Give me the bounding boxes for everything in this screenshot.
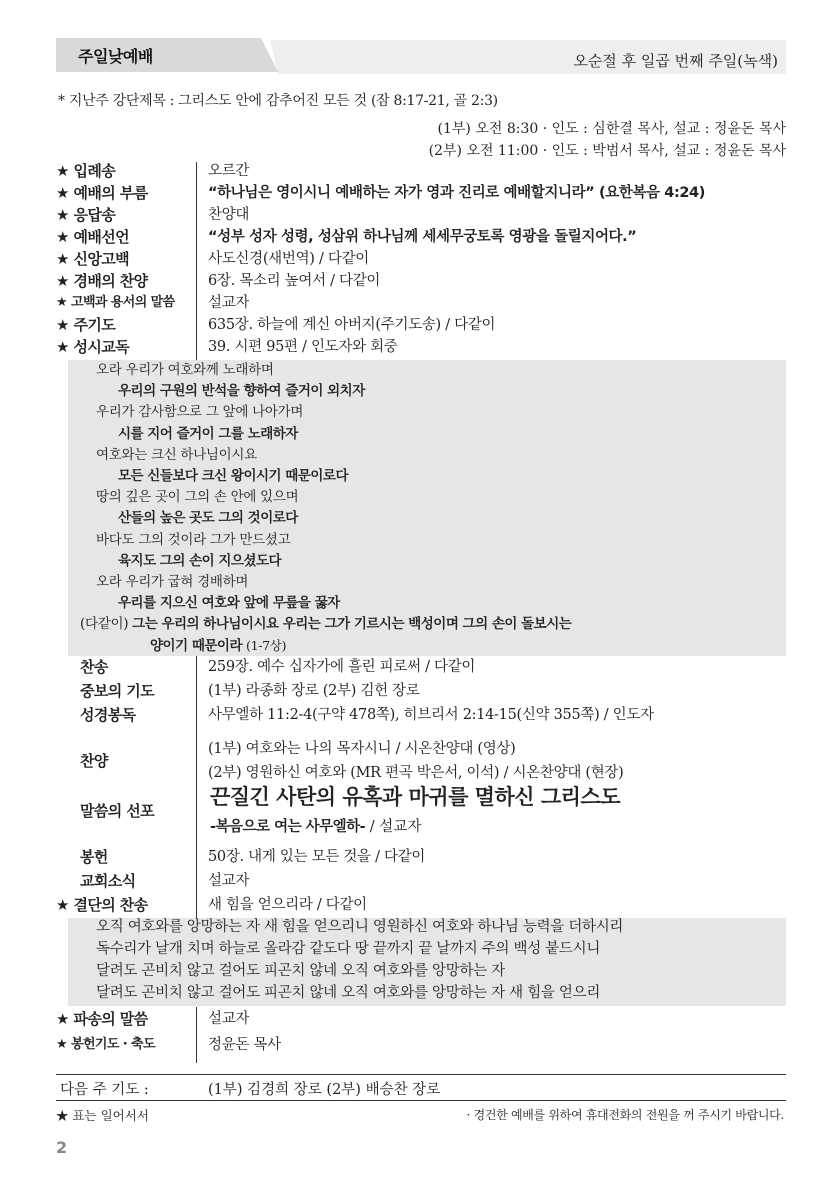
order-value: 사도신경(새번역) / 다같이 xyxy=(208,251,369,267)
sermon-subtitle-line xyxy=(210,816,421,838)
page-number: 2 xyxy=(56,1138,68,1157)
anthem-label: 찬양 xyxy=(80,752,108,770)
psalm-line-leader: 바다도 그의 것이라 그가 만드셨고 xyxy=(96,531,291,548)
psalm-line-leader: 땅의 깊은 곳이 그의 손 안에 있으며 xyxy=(96,489,299,506)
order-label: 중보의 기도 xyxy=(80,682,155,700)
order-label: 찬송 xyxy=(80,658,108,676)
sermon-label: 말씀의 선포 xyxy=(80,802,155,820)
footer-standing-note: ★ 표는 일어서서 xyxy=(56,1108,149,1123)
psalm-line-congregation: 우리의 구원의 반석을 향하여 즐거이 외치자 xyxy=(118,383,365,400)
service-2: (2부) 오전 11:00 · 인도 : 박범서 목사, 설교 : 정윤돈 목사 xyxy=(428,143,786,159)
psalm-line-congregation: 모든 신들보다 크신 왕이시기 때문이로다 xyxy=(118,468,348,484)
order-value: 50장. 내게 있는 모든 것을 / 다같이 xyxy=(208,849,426,865)
order-label: ★ 고백과 용서의 말씀 xyxy=(56,295,175,310)
psalm-line-leader: 오라 우리가 굽혀 경배하며 xyxy=(96,574,249,590)
order-value: “하나님은 영이시니 예배하는 자가 영과 진리로 예배할지니라” (요한복음 4:24) xyxy=(208,185,705,201)
psalm-final-text: 그는 우리의 하나님이시요 우리는 그가 기르시는 백성이며 그의 손이 돌보시는 xyxy=(132,616,572,632)
order-label: 성경봉독 xyxy=(80,706,136,724)
order-label: ★ 성시교독 xyxy=(56,338,130,356)
order-value: 설교자 xyxy=(208,873,250,889)
psalm-reference: (1-7상) xyxy=(246,638,287,653)
anthem-line-1: (1부) 여호와는 나의 목자시니 / 시온찬양대 (영상) xyxy=(208,741,516,757)
order-label: ★ 응답송 xyxy=(56,206,116,224)
order-label: ★ 주기도 xyxy=(56,316,116,334)
psalm-line-leader: 우리가 감사함으로 그 앞에 나아가며 xyxy=(96,404,304,421)
next-week-label: 다음 주 기도 : xyxy=(60,1082,149,1098)
order-label: 봉헌 xyxy=(80,848,108,866)
order-value: 설교자 xyxy=(208,295,250,311)
order-label: ★ 예배선언 xyxy=(56,228,130,246)
psalm-line-leader: 여호와는 크신 하나님이시요 xyxy=(96,446,257,463)
order-value: 사무엘하 11:2-4(구약 478쪽), 히브리서 2:14-15(신약 355쪽) / 인도자 xyxy=(208,707,654,723)
footer-phone-note: · 경건한 예배를 위하여 휴대전화의 전원을 꺼 주시기 바랍니다. xyxy=(466,1108,784,1122)
psalm-line-congregation: 시를 지어 즐거이 그를 노래하자 xyxy=(118,425,298,442)
psalm-line-congregation: 육지도 그의 손이 지으셨도다 xyxy=(118,552,282,569)
order-value: 259장. 예수 십자가에 흘린 피로써 / 다같이 xyxy=(208,659,476,675)
divider-next-week-top xyxy=(56,1074,786,1075)
order-value: 새 힘을 얻으리라 / 다같이 xyxy=(208,897,367,913)
order-value: “성부 성자 성령, 성삼위 하나님께 세세무궁토록 영광을 돌릴지어다.” xyxy=(208,229,637,245)
order-label: ★ 파송의 말씀 xyxy=(56,1010,148,1028)
order-divider-top xyxy=(196,162,197,360)
psalm-line-congregation: 산들의 높은 곳도 그의 것이로다 xyxy=(118,510,298,527)
order-value: 찬양대 xyxy=(208,207,250,223)
psalm-line-leader: 오라 우리가 여호와께 노래하며 xyxy=(96,362,274,378)
order-value: 39. 시편 95편 / 인도자와 회중 xyxy=(208,339,398,355)
order-label: ★ 결단의 찬송 xyxy=(56,896,148,914)
last-week-sermon-note: * 지난주 강단제목 : 그리스도 안에 감추어진 모든 것 (잠 8:17-21, 골 2:3) xyxy=(58,93,498,109)
next-week-prayer: (1부) 김경희 장로 (2부) 배승찬 장로 xyxy=(208,1082,441,1098)
sermon-subtitle: -복음으로 여는 사무엘하- xyxy=(210,819,366,835)
order-label: ★ 경배의 찬양 xyxy=(56,272,148,290)
psalm-line-congregation: 우리를 지으신 여호와 앞에 무릎을 꿇자 xyxy=(118,595,340,612)
order-value: 설교자 xyxy=(208,1011,250,1027)
psalm-final-line1 xyxy=(80,613,571,635)
order-label: ★ 신앙고백 xyxy=(56,250,130,268)
service-times xyxy=(429,118,786,162)
order-label: 교회소식 xyxy=(80,872,136,890)
order-value: 6장. 목소리 높여서 / 다같이 xyxy=(208,273,381,289)
order-value: 635장. 하늘에 계신 아버지(주기도송) / 다같이 xyxy=(208,317,496,333)
service-1: (1부) 오전 8:30 · 인도 : 심한결 목사, 설교 : 정윤돈 목사 xyxy=(437,121,786,137)
hymn-lyric-line: 오직 여호와를 앙망하는 자 새 힘을 얻으리니 영원하신 여호와 하나님 능력을 더하시리 xyxy=(96,919,624,935)
hymn-lyric-line: 달려도 곤비치 않고 걸어도 피곤치 않네 오직 여호와를 앙망하는 자 xyxy=(96,963,505,979)
order-value: (1부) 라종화 장로 (2부) 김헌 장로 xyxy=(208,683,420,699)
sermon-preacher: / 설교자 xyxy=(365,819,422,835)
order-divider-mid xyxy=(196,656,197,920)
divider-next-week-bottom xyxy=(56,1100,786,1101)
sermon-title: 끈질긴 사탄의 유혹과 마귀를 멸하신 그리스도 xyxy=(210,785,620,809)
hymn-lyric-line: 달려도 곤비치 않고 걸어도 피곤치 않네 오직 여호와를 앙망하는 자 새 힘을 얻으리 xyxy=(96,985,601,1001)
page-title: 주일낮예배 xyxy=(78,47,153,66)
order-label: ★ 입례송 xyxy=(56,162,116,180)
anthem-line-2: (2부) 영원하신 여호와 (MR 편곡 박은서, 이석) / 시온찬양대 (현장) xyxy=(208,765,624,781)
psalm-final-prefix: (다같이) xyxy=(80,616,129,632)
hymn-lyric-line: 독수리가 날개 치며 하늘로 올라감 같도다 땅 끝까지 끝 날까지 주의 백성 붙드시니 xyxy=(96,941,601,957)
order-value: 오르간 xyxy=(208,163,250,179)
page-subtitle: 오순절 후 일곱 번째 주일(녹색) xyxy=(573,52,778,70)
order-value: 정윤돈 목사 xyxy=(208,1037,281,1053)
order-divider-end xyxy=(196,1007,197,1063)
order-label: ★ 봉헌기도 · 축도 xyxy=(56,1037,155,1052)
order-label: ★ 예배의 부름 xyxy=(56,184,148,202)
psalm-final-line2: 양이기 때문이라 (1-7상) xyxy=(150,638,287,654)
